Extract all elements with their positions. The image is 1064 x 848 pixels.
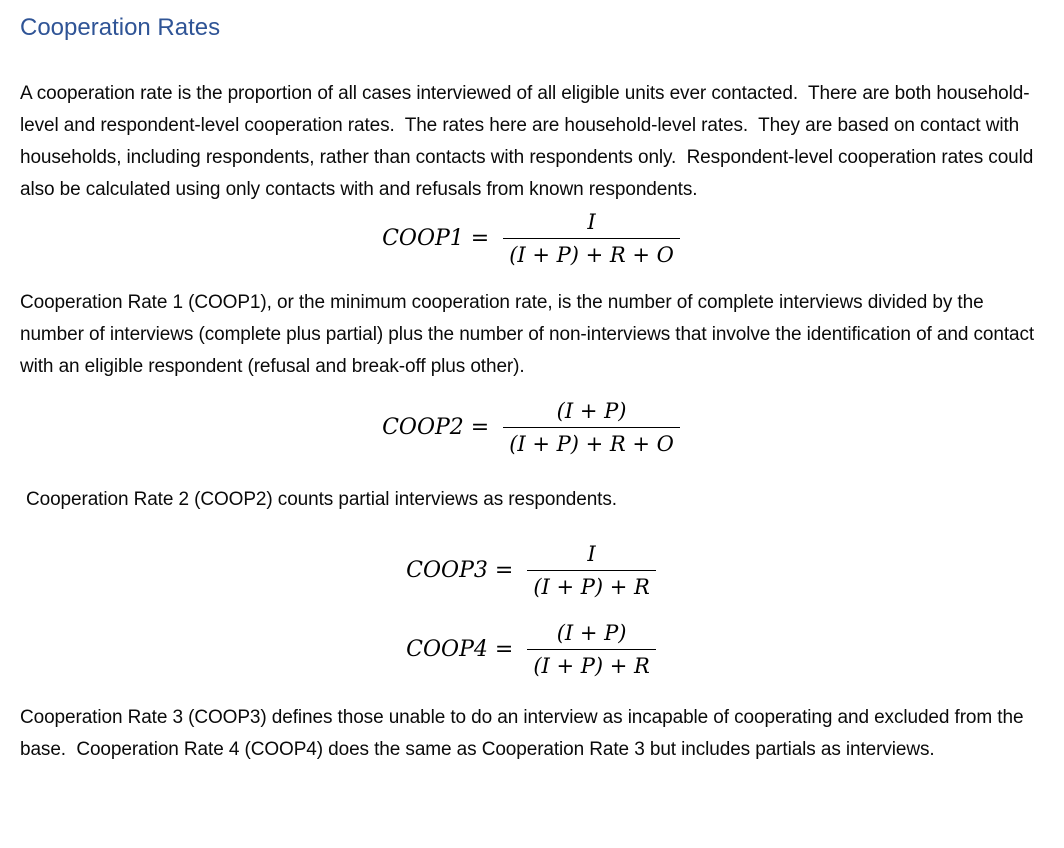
formula-coop3-fraction — [527, 540, 656, 601]
fraction-denominator: (I + P) + R — [527, 649, 656, 680]
formula-coop2-label: COOP2 = — [382, 415, 490, 440]
fraction-numerator: I — [587, 210, 596, 234]
fraction-denominator: (I + P) + R + O — [503, 238, 680, 269]
formula-coop1-fraction — [503, 208, 680, 269]
formula-coop3-label: COOP3 = — [406, 558, 514, 583]
formula-coop4 — [20, 619, 1042, 680]
formula-coop2 — [20, 397, 1042, 458]
formula-coop3 — [20, 540, 1042, 601]
fraction-numerator: (I + P) — [556, 399, 627, 423]
paragraph-intro: A cooperation rate is the proportion of all cases interviewed of all eligible units ever contacted. There are both household-level and respondent-level cooperation rates. The rates here are household-level rates. They are based on contact with households, including respondents, rather than contacts with respondents only. Respondent-level cooperation rates could also be calculated using only contacts with and refusals from known respondents. — [20, 83, 1039, 200]
formula-coop4-label: COOP4 = — [406, 637, 514, 662]
formula-coop1-label: COOP1 = — [382, 226, 490, 251]
formula-coop2-fraction — [503, 397, 680, 458]
fraction-denominator: (I + P) + R — [527, 570, 656, 601]
formula-coop4-fraction — [527, 619, 656, 680]
fraction-numerator: (I + P) — [556, 621, 627, 645]
paragraph-coop3-coop4-description: Cooperation Rate 3 (COOP3) defines those unable to do an interview as incapable of cooperating and excluded from the base. Cooperation Rate 4 (COOP4) does the same as Cooperation Rate 3 but includes partials as interviews. — [20, 707, 1029, 760]
fraction-denominator: (I + P) + R + O — [503, 427, 680, 458]
paragraph-coop2-description: Cooperation Rate 2 (COOP2) counts partial interviews as respondents. — [26, 489, 617, 510]
page-title: Cooperation Rates — [20, 14, 221, 41]
paragraph-coop1-description: Cooperation Rate 1 (COOP1), or the minimum cooperation rate, is the number of complete interviews divided by the number of interviews (complete plus partial) plus the number of non-interviews that involve the identification of and contact with an eligible respondent (refusal and break-off plus other). — [20, 292, 1040, 377]
fraction-numerator: I — [587, 542, 596, 566]
formula-coop1 — [20, 208, 1042, 269]
